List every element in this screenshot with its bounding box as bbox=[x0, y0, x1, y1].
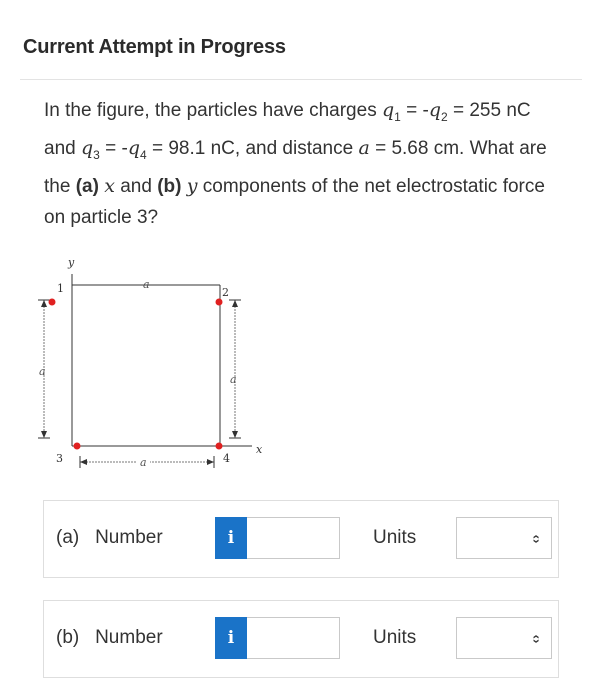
x-axis-label: x bbox=[256, 443, 263, 456]
particle-3 bbox=[74, 443, 81, 450]
charge-figure bbox=[30, 250, 290, 490]
particle-4-label: 4 bbox=[223, 452, 230, 465]
dim-left-label: a bbox=[39, 365, 46, 378]
particle-2 bbox=[216, 299, 223, 306]
answer-a-number-input[interactable] bbox=[247, 517, 340, 559]
answer-b-units-label: Units bbox=[373, 627, 417, 648]
info-icon[interactable]: i bbox=[215, 517, 247, 559]
dim-bottom-label: a bbox=[140, 456, 147, 469]
answer-b-number-input[interactable] bbox=[247, 617, 340, 659]
dim-top-label: a bbox=[143, 278, 150, 291]
answer-a-units-select[interactable] bbox=[456, 517, 552, 559]
answer-b-units-select[interactable] bbox=[456, 617, 552, 659]
y-axis-label: y bbox=[68, 256, 75, 269]
chevron-updown-icon: ‹› bbox=[529, 534, 545, 544]
particle-1 bbox=[49, 299, 56, 306]
dim-right-label: a bbox=[230, 373, 237, 386]
particle-1-label: 1 bbox=[57, 282, 64, 295]
page-title: Current Attempt in Progress bbox=[23, 36, 286, 58]
divider bbox=[20, 79, 582, 80]
particle-2-label: 2 bbox=[222, 286, 229, 299]
info-icon[interactable]: i bbox=[215, 617, 247, 659]
answer-a-label: (a) Number bbox=[56, 527, 163, 548]
particle-4 bbox=[216, 443, 223, 450]
answer-row-a bbox=[43, 500, 559, 578]
chevron-updown-icon: ‹› bbox=[529, 634, 545, 644]
answer-a-units-label: Units bbox=[373, 527, 417, 548]
question-text: In the figure, the particles have charges $q_1 = -q_2 = 255$ nC and $q_3 = -q_4 = 98.1$ nC, and distance a = 5.68 cm. What are the (a) x and (b) y components of the net electrostatic force on particle 3? bbox=[44, 99, 547, 228]
answer-row-b bbox=[43, 600, 559, 678]
particle-3-label: 3 bbox=[56, 452, 63, 465]
answer-b-label: (b) Number bbox=[56, 627, 163, 648]
